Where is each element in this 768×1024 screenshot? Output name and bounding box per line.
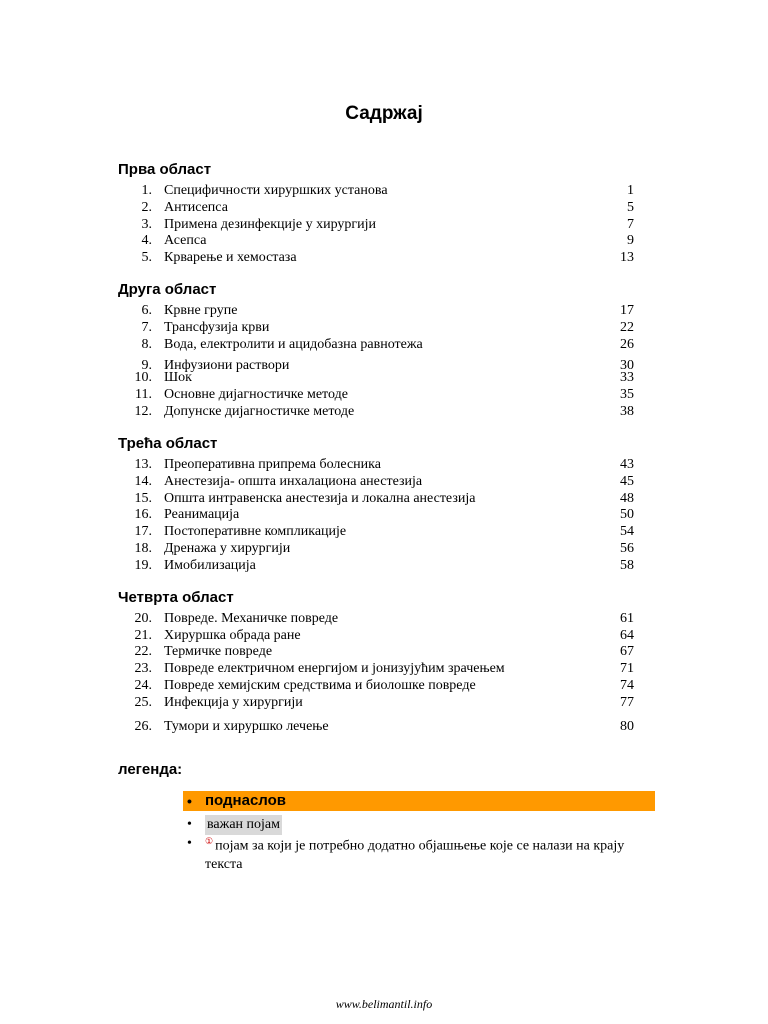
section-heading-1: Прва област — [118, 161, 212, 178]
entry-label: Хируршка обрада ране — [164, 628, 301, 643]
toc-entry[interactable] — [134, 627, 634, 644]
toc-entry[interactable] — [134, 610, 634, 627]
bullet-icon: • — [187, 836, 192, 851]
entry-number: 1. — [141, 183, 152, 198]
entry-page: 64 — [620, 628, 634, 643]
toc-entry[interactable] — [134, 369, 634, 386]
entry-number: 11. — [135, 387, 152, 402]
entry-label: Анестезија- општа инхалациона анестезија — [164, 474, 423, 489]
entry-label: Крварење и хемостаза — [164, 250, 297, 265]
section-heading-4: Четврта област — [118, 589, 234, 606]
entry-number: 7. — [141, 320, 152, 335]
entry-number: 12. — [134, 404, 152, 419]
toc-entry[interactable] — [134, 718, 634, 735]
entry-page: 33 — [620, 370, 634, 385]
legend-subheading-label: поднаслов — [205, 792, 287, 809]
entry-number: 22. — [134, 644, 152, 659]
entry-number: 8. — [141, 337, 152, 352]
entry-label: Примена дезинфекције у хирургији — [164, 217, 377, 232]
entry-page: 50 — [620, 507, 634, 522]
entry-page: 80 — [620, 719, 634, 734]
entry-number: 20. — [134, 611, 152, 626]
entry-label: Инфузиони раствори — [164, 358, 290, 373]
entry-page: 45 — [620, 474, 634, 489]
toc-entry[interactable] — [140, 302, 634, 319]
entry-number: 25. — [134, 695, 152, 710]
section-heading-3: Трећа област — [118, 435, 218, 452]
page-title: Садржај — [345, 103, 423, 124]
entry-label: Крвне групе — [164, 303, 238, 318]
entry-label: Тумори и хируршко лечење — [164, 719, 329, 734]
entry-label: Имобилизација — [164, 558, 256, 573]
entry-label: Трансфузија крви — [164, 320, 270, 335]
entry-page: 54 — [620, 524, 634, 539]
entry-page: 30 — [620, 358, 634, 373]
toc-entry[interactable] — [134, 677, 634, 694]
footer-url[interactable]: www.belimantil.info — [335, 997, 433, 1011]
note-marker-icon: ① — [205, 836, 214, 846]
legend-note-label: појам за који је потребно додатно објашњење које се налази на крају текста — [205, 838, 625, 872]
entry-label: Допунске дијагностичке методе — [164, 404, 355, 419]
section-heading-2: Друга област — [118, 281, 217, 298]
entry-page: 77 — [620, 695, 634, 710]
entry-number: 21. — [134, 628, 152, 643]
entry-number: 26. — [134, 719, 152, 734]
entry-number: 10. — [134, 370, 152, 385]
toc-entry[interactable] — [140, 336, 634, 353]
entry-label: Повреде. Механичке повреде — [164, 611, 339, 626]
entry-page: 5 — [627, 200, 634, 215]
entry-label: Основне дијагностичке методе — [164, 387, 348, 402]
entry-number: 9. — [141, 358, 152, 373]
entry-page: 7 — [627, 217, 634, 232]
toc-entry[interactable] — [140, 199, 634, 216]
entry-number: 15. — [134, 491, 152, 506]
toc-entry[interactable] — [135, 386, 634, 403]
entry-number: 6. — [141, 303, 152, 318]
entry-page: 22 — [620, 320, 634, 335]
entry-page: 48 — [620, 491, 634, 506]
legend-subheading-item — [183, 791, 655, 811]
toc-entry[interactable] — [134, 473, 634, 490]
entry-page: 9 — [627, 233, 634, 248]
entry-page: 38 — [620, 404, 634, 419]
entry-page: 61 — [620, 611, 634, 626]
entry-number: 13. — [134, 457, 152, 472]
entry-number: 17. — [134, 524, 152, 539]
entry-label: Дренажа у хирургији — [164, 541, 291, 556]
entry-page: 35 — [620, 387, 634, 402]
entry-label: Преоперативна припрема болесника — [164, 457, 381, 472]
toc-entry[interactable] — [134, 506, 634, 523]
entry-page: 58 — [620, 558, 634, 573]
entry-number: 19. — [134, 558, 152, 573]
entry-label: Општа интравенска анестезија и локална анестезија — [164, 491, 476, 506]
entry-page: 13 — [620, 250, 634, 265]
entry-number: 5. — [141, 250, 152, 265]
entry-page: 43 — [620, 457, 634, 472]
bullet-icon: • — [187, 817, 192, 832]
entry-page: 17 — [620, 303, 634, 318]
toc-entry[interactable] — [134, 643, 634, 660]
entry-label: Специфичности хируршких установа — [164, 183, 388, 198]
entry-page: 1 — [627, 183, 634, 198]
toc-entry[interactable] — [140, 216, 634, 233]
entry-number: 2. — [141, 200, 152, 215]
entry-label: Антисепса — [164, 200, 228, 215]
entry-number: 16. — [134, 507, 152, 522]
entry-page: 26 — [620, 337, 634, 352]
entry-label: Асепса — [164, 233, 207, 248]
entry-label: Вода, електролити и ацидобазна равнотежа — [164, 337, 423, 352]
toc-entry[interactable] — [134, 660, 634, 677]
toc-entry[interactable] — [134, 490, 634, 507]
toc-entry[interactable] — [140, 232, 634, 249]
entry-label: Постоперативне компликације — [164, 524, 347, 539]
entry-number: 4. — [141, 233, 152, 248]
entry-page: 74 — [620, 678, 634, 693]
toc-entry[interactable] — [134, 456, 634, 473]
legend-note-text-wrap — [205, 832, 645, 874]
entry-page: 56 — [620, 541, 634, 556]
entry-label: Повреде хемијским средствима и биолошке повреде — [164, 678, 476, 693]
entry-page: 71 — [620, 661, 634, 676]
toc-entry[interactable] — [140, 182, 634, 199]
entry-number: 3. — [141, 217, 152, 232]
entry-number: 18. — [134, 541, 152, 556]
entry-label: Термичке повреде — [164, 644, 273, 659]
toc-entry[interactable] — [140, 319, 634, 336]
entry-page: 67 — [620, 644, 634, 659]
entry-label: Повреде електричном енергијом и јонизујућим зрачењем — [164, 661, 505, 676]
legend-important-label: важан појам — [205, 815, 282, 835]
toc-entry[interactable] — [134, 557, 634, 574]
entry-label: Реанимација — [164, 507, 240, 522]
toc-entry[interactable] — [134, 540, 634, 557]
entry-label: Инфекција у хирургији — [164, 695, 303, 710]
entry-number: 24. — [134, 678, 152, 693]
entry-number: 23. — [134, 661, 152, 676]
toc-entry[interactable] — [134, 694, 634, 711]
legend-heading: легенда: — [118, 761, 183, 778]
entry-number: 14. — [134, 474, 152, 489]
bullet-icon: • — [187, 793, 192, 809]
toc-entry[interactable] — [134, 403, 634, 420]
toc-entry[interactable] — [134, 523, 634, 540]
toc-entry[interactable] — [140, 249, 634, 266]
entry-label: Шок — [164, 370, 192, 385]
